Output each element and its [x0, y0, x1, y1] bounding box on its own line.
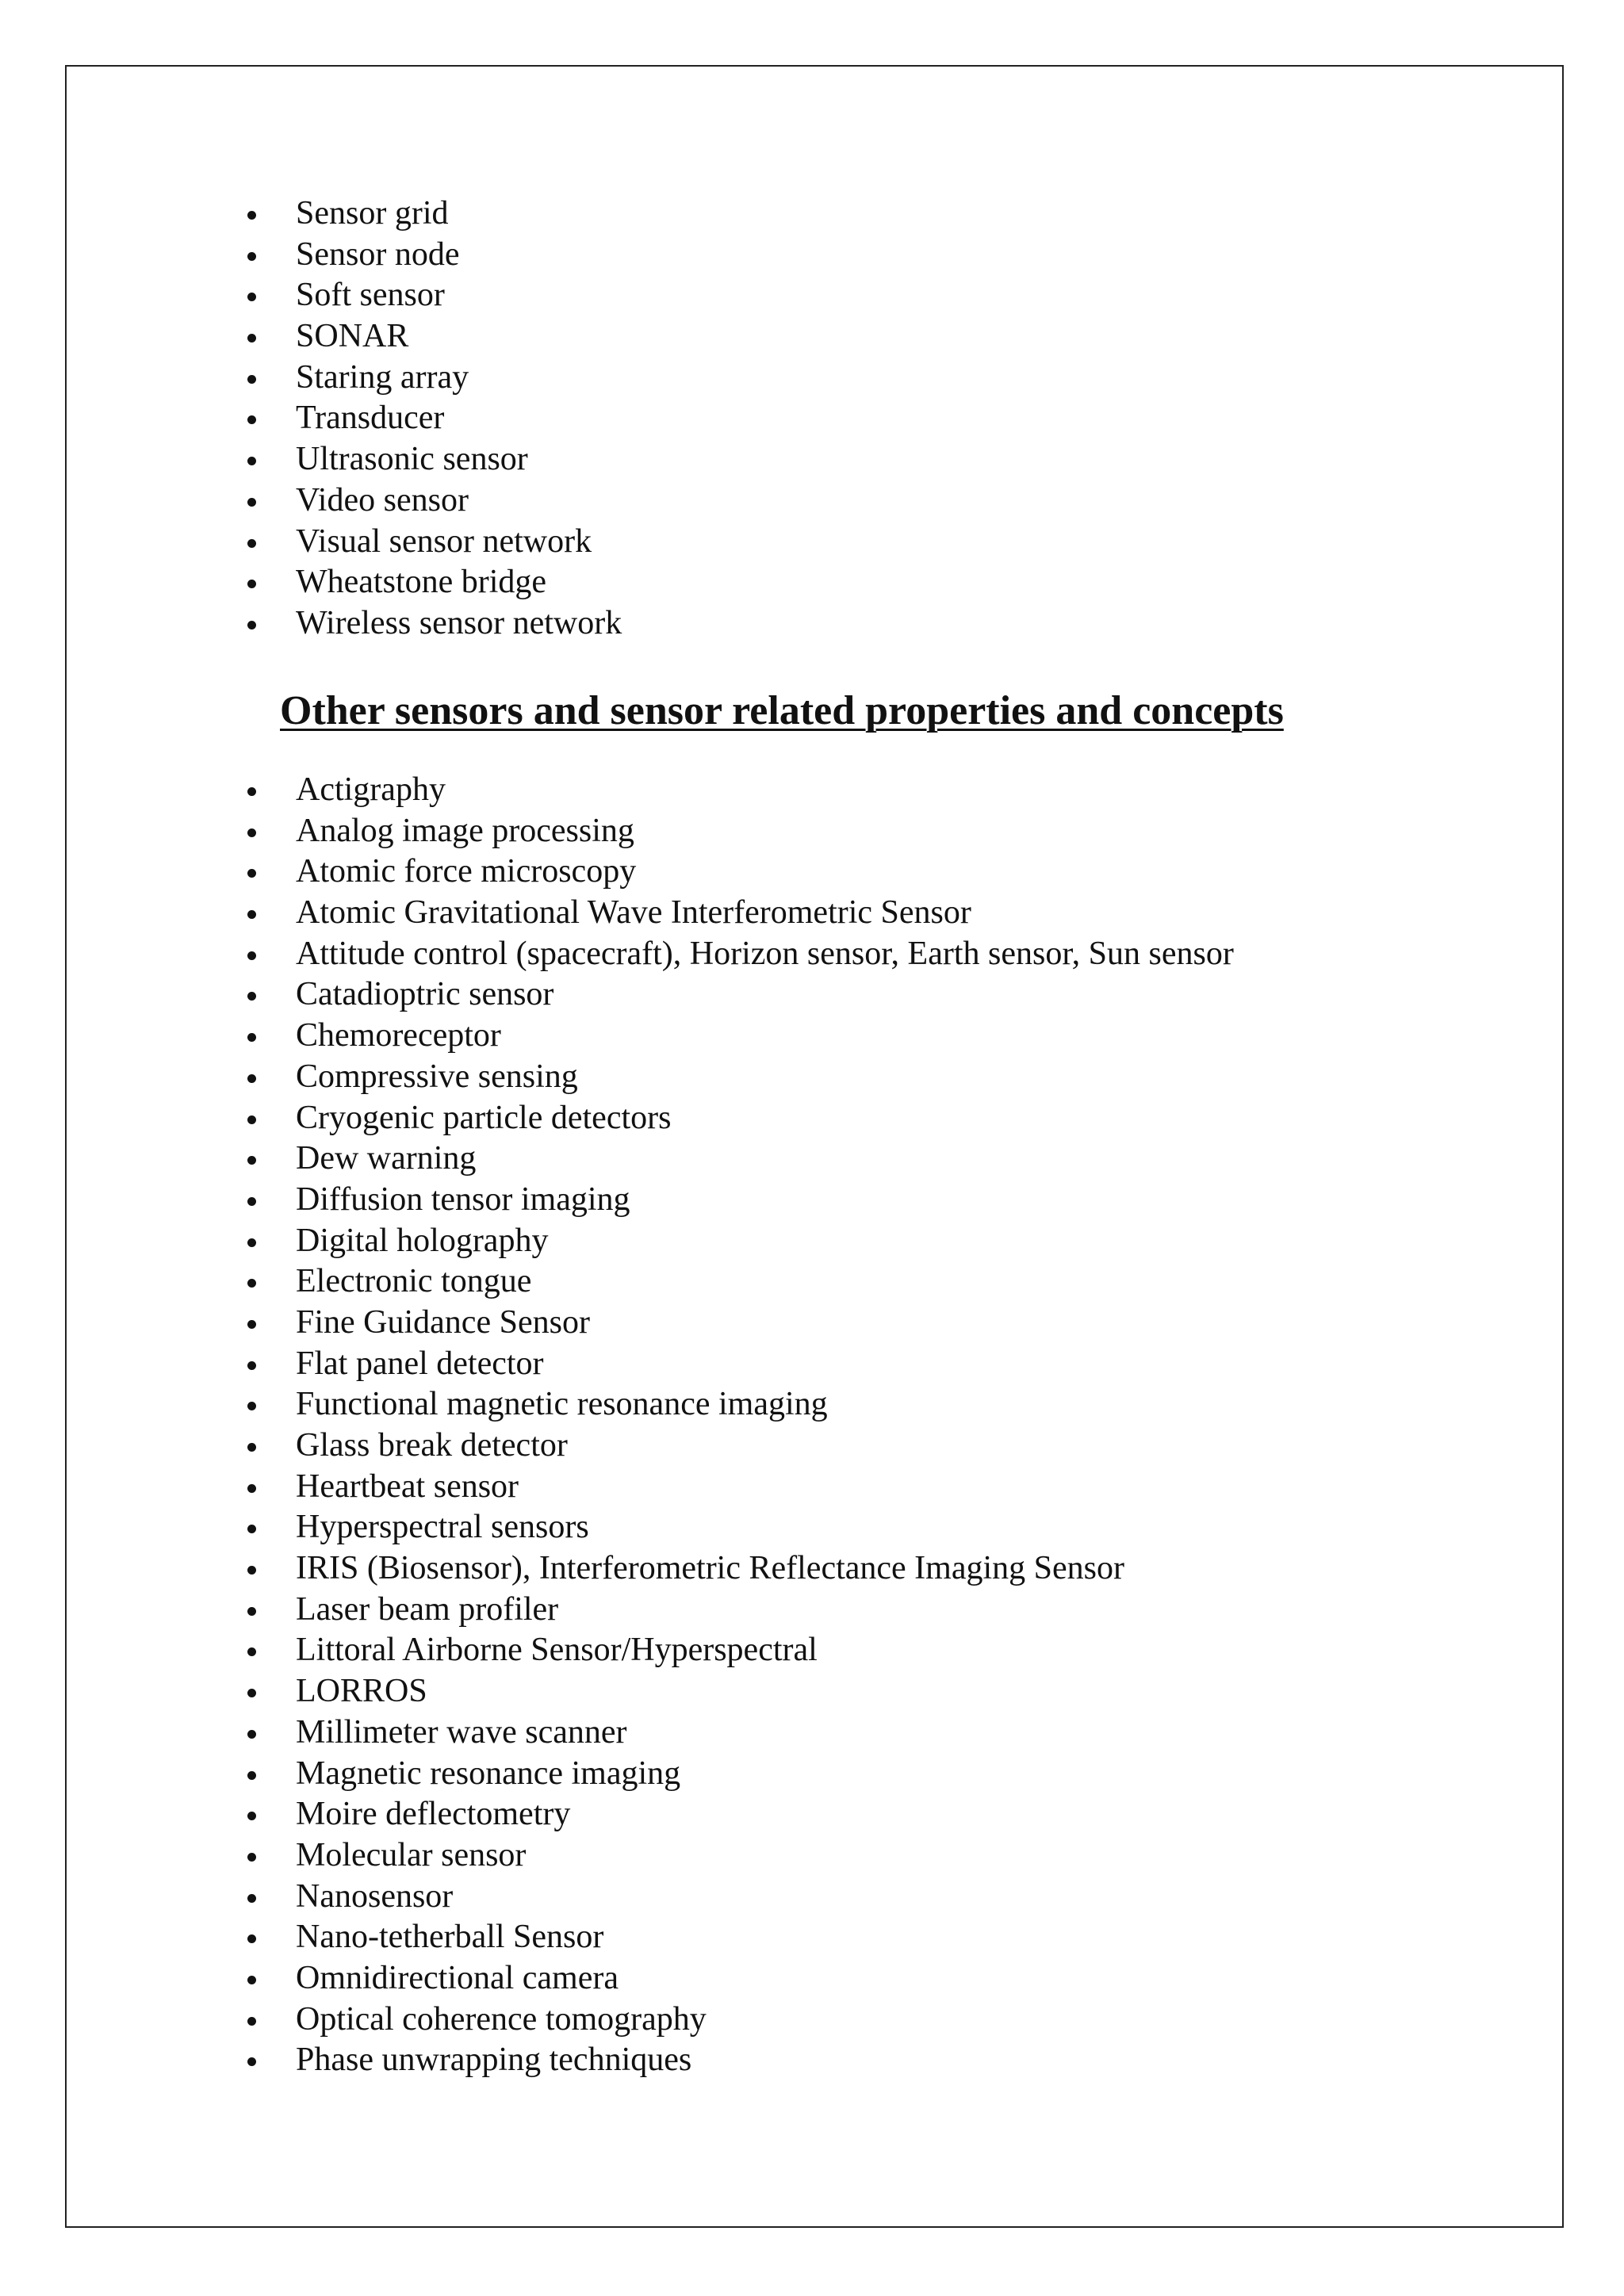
list-item-text: Diffusion tensor imaging: [296, 1181, 630, 1218]
bullet-icon: [247, 828, 256, 837]
bullet-icon: [247, 1730, 256, 1739]
bullet-icon: [247, 1976, 256, 1984]
list-item-text: Millimeter wave scanner: [296, 1713, 627, 1751]
bullet-icon: [247, 252, 256, 261]
bullet-icon: [247, 211, 256, 220]
bullet-icon: [247, 1607, 256, 1616]
bullet-icon: [247, 1484, 256, 1493]
bullet-icon: [247, 787, 256, 796]
list-item-text: Molecular sensor: [296, 1836, 527, 1873]
list-item-text: Littoral Airborne Sensor/Hyperspectral: [296, 1632, 818, 1669]
list-item-text: Attitude control (spacecraft), Horizon sensor, Earth sensor, Sun sensor: [296, 935, 1234, 972]
bullet-icon: [247, 1238, 256, 1247]
list-item-text: Transducer: [296, 400, 445, 437]
list-item-text: Moire deflectometry: [296, 1796, 571, 1833]
list-item-text: Omnidirectional camera: [296, 1959, 619, 1996]
list-item-text: Nano-tetherball Sensor: [296, 1919, 604, 1956]
bullet-icon: [247, 539, 256, 548]
bullet-icon: [247, 1320, 256, 1329]
bullet-icon: [247, 1771, 256, 1780]
bullet-icon: [247, 1197, 256, 1206]
bullet-icon: [247, 498, 256, 507]
bullet-icon: [247, 1361, 256, 1370]
list-item-text: Dew warning: [296, 1140, 477, 1177]
list-item-text: IRIS (Biosensor), Interferometric Reflectance Imaging Sensor: [296, 1550, 1124, 1587]
list-item-text: Catadioptric sensor: [296, 976, 554, 1013]
list-item-text: Video sensor: [296, 481, 469, 519]
list-item-text: Nanosensor: [296, 1877, 454, 1915]
bullet-icon: [247, 1115, 256, 1124]
bullet-icon: [247, 334, 256, 342]
list-item-text: LORROS: [296, 1673, 427, 1710]
bullet-icon: [247, 1443, 256, 1452]
list-item-text: Electronic tongue: [296, 1263, 532, 1300]
list-item-text: Fine Guidance Sensor: [296, 1303, 590, 1341]
bullet-icon: [247, 1566, 256, 1575]
list-item-text: Atomic force microscopy: [296, 853, 637, 890]
list-item-text: Analog image processing: [296, 812, 634, 849]
list-item-text: Actigraphy: [296, 771, 446, 808]
bullet-icon: [247, 1853, 256, 1862]
page-border: [65, 65, 1564, 2228]
bullet-icon: [247, 1894, 256, 1903]
list-item-text: Chemoreceptor: [296, 1017, 501, 1054]
bullet-icon: [247, 1074, 256, 1083]
list-item-text: Cryogenic particle detectors: [296, 1099, 672, 1136]
section-heading: Other sensors and sensor related properties and concepts: [280, 688, 1284, 733]
list-item-text: Heartbeat sensor: [296, 1468, 519, 1505]
list-item-text: Hyperspectral sensors: [296, 1509, 589, 1546]
bullet-icon: [247, 951, 256, 960]
list-item-text: Visual sensor network: [296, 522, 592, 560]
list-item-text: Optical coherence tomography: [296, 2000, 707, 2038]
list-item-text: Wireless sensor network: [296, 604, 622, 641]
list-item-text: Staring array: [296, 358, 469, 396]
bullet-icon: [247, 2017, 256, 2026]
list-item-text: Sensor node: [296, 235, 460, 273]
list-item-text: Atomic Gravitational Wave Interferometric Sensor: [296, 894, 971, 932]
list-item-text: Soft sensor: [296, 277, 445, 314]
list-item-text: Digital holography: [296, 1222, 549, 1259]
list-item-text: Functional magnetic resonance imaging: [296, 1386, 828, 1423]
list-item-text: Ultrasonic sensor: [296, 441, 528, 478]
bullet-icon: [247, 375, 256, 384]
list-item-text: Magnetic resonance imaging: [296, 1755, 681, 1792]
list-item-text: Compressive sensing: [296, 1058, 578, 1095]
list-item-text: Flat panel detector: [296, 1345, 544, 1382]
list-item-text: Phase unwrapping techniques: [296, 2042, 692, 2079]
bullet-icon: [247, 910, 256, 919]
bullet-icon: [247, 621, 256, 629]
list-item-text: Laser beam profiler: [296, 1590, 559, 1628]
list-item-text: Sensor grid: [296, 195, 449, 232]
list-item-text: Wheatstone bridge: [296, 564, 547, 601]
list-item-text: Glass break detector: [296, 1427, 568, 1464]
list-item-text: SONAR: [296, 318, 409, 355]
